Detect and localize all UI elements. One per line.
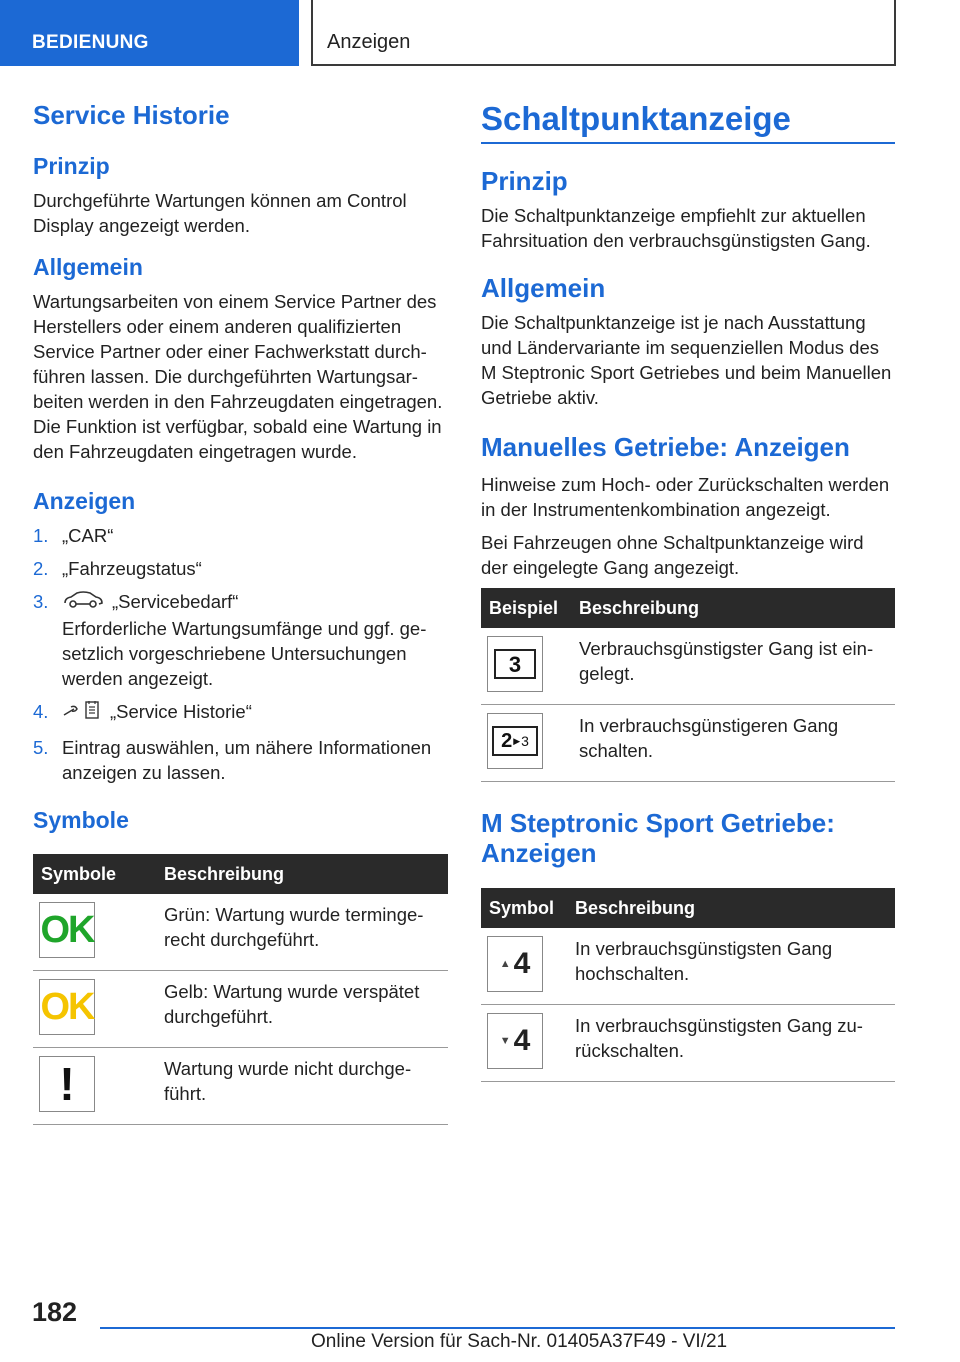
prinzip-text: Die Schaltpunktanzeige empfiehlt zur aktuellen Fahrsituation den verbrauchsgünstigsten Gang. [481,205,871,251]
m-steptronic-heading: M Steptronic Sport Getriebe: Anzeigen [481,808,835,868]
prinzip-heading: Prinzip [33,153,110,179]
page-number: 182 [32,1297,78,1327]
table-header-row [33,854,448,894]
ok-yellow-label: OK [40,985,94,1028]
downshift-gear-label: 4 [513,1024,531,1057]
step-number: 3. [33,591,49,612]
manuelles-getriebe-text-2: Bei Fahrzeugen ohne Schaltpunktanzeige wird der eingelegte Gang angezeigt. [481,532,864,578]
anzeigen-heading: Anzeigen [33,488,136,514]
list-item [33,589,448,691]
table-header-row [481,588,895,628]
step-text: „CAR“ [62,525,114,546]
header-section-label: BEDIENUNG [32,32,149,53]
table-row [481,1005,895,1082]
upshift-4-icon [487,936,543,992]
ok-green-label: OK [40,908,94,951]
right-column [481,100,895,1082]
shift-from-label: 2 [501,729,513,752]
list-item [33,523,448,548]
prinzip-heading: Prinzip [481,166,568,196]
table-header-description: Beschreibung [571,588,895,628]
table-cell-description: Wartung wurde nicht durchgeführt. [156,1048,448,1125]
footer-version-text: Online Version für Sach-Nr. 01405A37F49 - VI/21 [311,1331,728,1352]
upshift-arrow-icon: ▲ [499,957,511,970]
manuelles-getriebe-heading: Manuelles Getriebe: Anzeigen [481,432,850,462]
shift-arrow-icon: ▶ [513,735,521,746]
steps-list [33,523,448,785]
left-column [33,100,448,1125]
table-cell-symbol [481,628,571,705]
list-item [33,735,448,785]
exclamation-icon [39,1056,95,1112]
table-row [33,971,448,1048]
symbole-heading: Symbole [33,807,129,834]
table-cell-symbol [481,928,567,1005]
service-history-icon [62,699,102,727]
downshift-arrow-icon: ▼ [499,1034,511,1047]
table-row [33,1048,448,1125]
header-topic-label: Anzeigen [327,31,411,53]
table-row [481,628,895,705]
table-cell-symbol [33,971,156,1048]
table-header-symbol: Symbole [33,854,156,894]
upshift-gear-label: 4 [513,947,531,980]
shift-to-label: 3 [521,732,529,749]
table-cell-description: In verbrauchsgünstigsten Gang zurückschalten. [567,1005,895,1082]
table-cell-symbol [33,894,156,971]
table-cell-description: Grün: Wartung wurde termingerecht durchgeführt. [156,894,448,971]
table-cell-symbol [481,705,571,782]
service-historie-title: Service Historie [33,100,230,130]
allgemein-text: Wartungsarbeiten von einem Service Partner des Herstellers oder einem anderen qualifizierten Service Partner oder einer Fachwerkstatt durchführen lassen. Die durchgeführten Wartungsarbeiten werden in den Fahrzeugdaten eingetragen. Die Funktion ist verfügbar, sobald eine Wartung in den Fahrzeugdaten eingetragen wurde. [33,291,443,462]
exclamation-label: ! [59,1057,75,1110]
step-number: 5. [33,737,49,759]
gear-3-icon [487,636,543,692]
header-topic-box [311,0,896,66]
step-number: 2. [33,558,49,579]
schaltpunktanzeige-title: Schaltpunktanzeige [481,100,895,144]
header-section-tab [0,0,299,66]
step-number: 1. [33,525,49,546]
step-text: Eintrag auswählen, um nähere Informationen anzeigen zu lassen. [62,737,432,784]
table-cell-description: In verbrauchsgünstigsten Gang hochschalten. [567,928,895,1005]
table-row [33,894,448,971]
table-header-example: Beispiel [481,588,571,628]
step-subtext: Erforderliche Wartungsumfänge und ggf. gesetzlich vorgeschriebene Untersuchungen werden angezeigt. [62,618,427,690]
prinzip-text: Durchgeführte Wartungen können am Control Display angezeigt werden. [33,190,407,236]
table-cell-symbol [481,1005,567,1082]
beispiel-table [481,588,895,782]
ok-green-icon [39,902,95,958]
ok-yellow-icon [39,979,95,1035]
step-number: 4. [33,701,49,723]
downshift-4-icon [487,1013,543,1069]
step-text: „Servicebedarf“ [112,591,239,612]
allgemein-heading: Allgemein [33,254,143,280]
allgemein-text: Die Schaltpunktanzeige ist je nach Ausstattung und Ländervariante im sequenziellen Modus des M Steptronic Sport Getriebes und beim Manuellen Getriebe aktiv. [481,312,892,408]
manuelles-getriebe-text-1: Hinweise zum Hoch- oder Zurückschalten werden in der Instrumentenkombination angezeigt. [481,474,890,520]
list-item [33,699,448,727]
m-steptronic-table [481,888,895,1082]
table-cell-symbol [33,1048,156,1125]
table-header-row [481,888,895,928]
car-service-icon [62,590,104,616]
service-symbol-table [33,854,448,1125]
list-item [33,556,448,581]
step-text: „Fahrzeugstatus“ [62,558,202,579]
shift-2-to-3-icon [487,713,543,769]
table-header-symbol: Symbol [481,888,567,928]
allgemein-heading: Allgemein [481,273,606,303]
table-header-description: Beschreibung [567,888,895,928]
table-cell-description: Verbrauchsgünstigster Gang ist eingelegt. [571,628,895,705]
gear-3-label: 3 [508,651,522,677]
table-row [481,928,895,1005]
table-header-description: Beschreibung [156,854,448,894]
footer-divider [100,1327,895,1329]
step-text: „Service Historie“ [110,701,252,723]
table-row [481,705,895,782]
table-cell-description: In verbrauchsgünstigeren Gang schalten. [571,705,895,782]
table-cell-description: Gelb: Wartung wurde verspätet durchgeführt. [156,971,448,1048]
